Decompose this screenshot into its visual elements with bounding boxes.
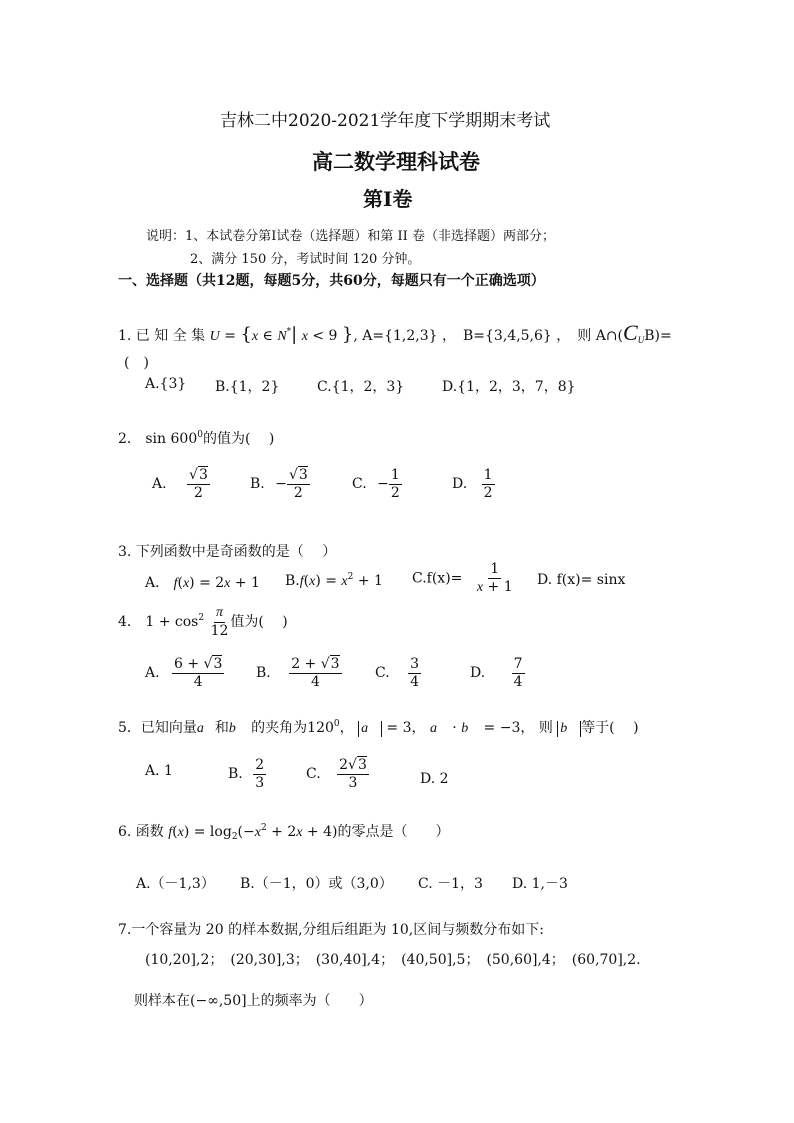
q2-option-a-label: A. bbox=[152, 476, 167, 493]
q6-option-b: B.（－1，0）或（3,0） bbox=[240, 876, 393, 892]
q4-option-a-label: A. bbox=[145, 665, 160, 682]
q7-frequency-intervals: (10,20],2； (20,30],3； (30,40],4； (40,50],5； (50,60],4； (60,70],2. bbox=[145, 952, 641, 968]
q5-vector-b: b⃗ bbox=[228, 721, 247, 736]
q2-option-c: C. − $\frac{1}{2}$ bbox=[352, 467, 400, 501]
q2-prefix: 2． bbox=[118, 431, 141, 447]
question-2-stem bbox=[118, 428, 274, 448]
q4-stem: 值为( ) bbox=[230, 614, 288, 631]
q5-then: 则 bbox=[538, 720, 553, 736]
q4-formula: $1 + \cos^2$ $\frac{\pi}{12}$ bbox=[145, 605, 229, 639]
exam-title: 高二数学理科试卷 bbox=[312, 149, 480, 174]
q2-option-a: A. $\frac{√3}{2}$ bbox=[152, 467, 208, 501]
q4-option-c: C. $\frac{3}{4}$ bbox=[375, 656, 420, 690]
instruction-line-1: 说明：1、本试卷分第Ⅰ试卷（选择题）和第 II 卷（非选择题）两部分； bbox=[146, 229, 555, 244]
q4-option-b-label: B. bbox=[256, 665, 271, 682]
q5-and: 和 bbox=[214, 720, 229, 736]
q5-option-a: A. 1 bbox=[145, 763, 173, 779]
q6-option-c: C. －1，3 bbox=[418, 876, 483, 892]
q4-prefix: 4． bbox=[118, 614, 141, 631]
q1-mid: , A={1,2,3} ， B={3,4,5,6} ， 则 A∩( bbox=[353, 328, 624, 344]
q2-stem: 的值为( ) bbox=[202, 431, 275, 447]
q5-option-b: B. $\frac{2}{3}$ bbox=[228, 757, 265, 791]
q2-option-b: B. − $\frac{√3}{2}$ bbox=[250, 467, 308, 501]
q4-option-a: A. $\frac{6 + √3}{4}$ bbox=[145, 656, 223, 690]
q2-option-b-label: B. bbox=[250, 476, 265, 493]
question-4-stem bbox=[118, 606, 288, 638]
q5-option-c: C. $\frac{2√3}{3}$ bbox=[306, 757, 367, 791]
section-heading: 一、选择题（共12题，每题5分，共60分，每题只有一个正确选项） bbox=[118, 273, 545, 289]
q5-angle-text: 的夹角为 bbox=[251, 720, 308, 736]
question-5-stem: 5．已知向量a⃗和b⃗ 的夹角为$120^0$， a⃗ = 3， a⃗ · b⃗ = −3， 则 b⃗ 等于( ) bbox=[118, 719, 639, 736]
q4-option-c-label: C. bbox=[375, 665, 390, 682]
question-1-stem: 1. 已 知 全 集 U = {x ∈ N*| x < 9 }, A={1,2,3} ， B={3,4,5,6} ， 则 $A\cap(C_UB)=$ bbox=[118, 320, 672, 345]
q6-option-d: D. 1,－3 bbox=[512, 876, 568, 892]
q3-option-b-label: B. bbox=[285, 573, 300, 589]
q5-equals: 等于( ) bbox=[581, 720, 639, 736]
volume-title: 第Ⅰ卷 bbox=[363, 187, 413, 211]
q2-option-d: D. $\frac{1}{2}$ bbox=[452, 467, 493, 501]
q2-option-c-label: C. bbox=[352, 476, 367, 493]
instruction-line-2: 2、满分 150 分，考试时间 120 分钟。 bbox=[190, 252, 421, 267]
q5-prefix: 5．已知向量 bbox=[118, 720, 197, 736]
q4-option-d-label: D. bbox=[470, 665, 486, 682]
q3-option-d: D. f(x)= sinx bbox=[537, 572, 626, 588]
q1-option-c: C.{1，2，3} bbox=[317, 379, 405, 395]
q3-option-c: C.f(x)= $\frac{1}{x + 1}$ bbox=[412, 561, 513, 595]
q1-option-a: A.{3} bbox=[145, 376, 187, 392]
q7-ask-suffix: 上的频率为（ ） bbox=[246, 993, 373, 1009]
q5-vector-a: a⃗ bbox=[196, 721, 215, 736]
q6-prefix: 6. 函数 bbox=[118, 824, 164, 840]
q1-prefix: 1. 已 知 全 集 bbox=[118, 328, 206, 344]
q4-option-b: B. $\frac{2 + √3}{4}$ bbox=[256, 656, 340, 690]
q2-formula: $\sin 600^0$ bbox=[145, 430, 203, 447]
school-exam-line: 吉林二中2020-2021学年度下学期期末考试 bbox=[220, 111, 551, 131]
q1-answer-paren: ( ) bbox=[124, 355, 149, 371]
q1-complement-symbol: C bbox=[623, 320, 638, 345]
q7-ask-interval: (−∞,50] bbox=[190, 993, 247, 1009]
q2-option-d-label: D. bbox=[452, 476, 468, 493]
q6-option-a: A.（－1,3） bbox=[136, 876, 215, 892]
q5-option-c-label: C. bbox=[306, 766, 321, 783]
q6-formula: $f(x) = \log_2(-x^2 + 2x + 4)$ bbox=[168, 823, 338, 842]
q7-question bbox=[134, 990, 373, 1010]
q1-universal-set-formula: U bbox=[209, 329, 220, 344]
q4-option-d: D. $\frac{7}{4}$ bbox=[470, 656, 523, 690]
q3-option-b: $B.f(x) = x^2 + 1$ bbox=[285, 572, 383, 589]
q5-option-d: D. 2 bbox=[420, 771, 449, 787]
q7-ask-prefix: 则样本在 bbox=[134, 993, 190, 1009]
question-3-stem: 3. 下列函数中是奇函数的是（ ） bbox=[118, 544, 337, 560]
question-7-stem: 7.一个容量为 20 的样本数据,分组后组距为 10,区间与频数分布如下: bbox=[118, 922, 544, 938]
q3-option-a: A． f(x) = 2x + 1 bbox=[145, 575, 260, 591]
q5-option-b-label: B. bbox=[228, 766, 243, 783]
q1-option-b: B.{1，2} bbox=[215, 379, 280, 395]
question-6-stem bbox=[118, 821, 449, 842]
q1-option-d: D.{1，2，3，7，8} bbox=[442, 379, 576, 395]
q3-option-c-label: C.f(x)= bbox=[412, 570, 463, 587]
q1-tail: B)= bbox=[644, 328, 672, 344]
q6-stem: 的零点是（ ） bbox=[337, 824, 450, 840]
q3-option-a-label: A． bbox=[145, 575, 170, 591]
